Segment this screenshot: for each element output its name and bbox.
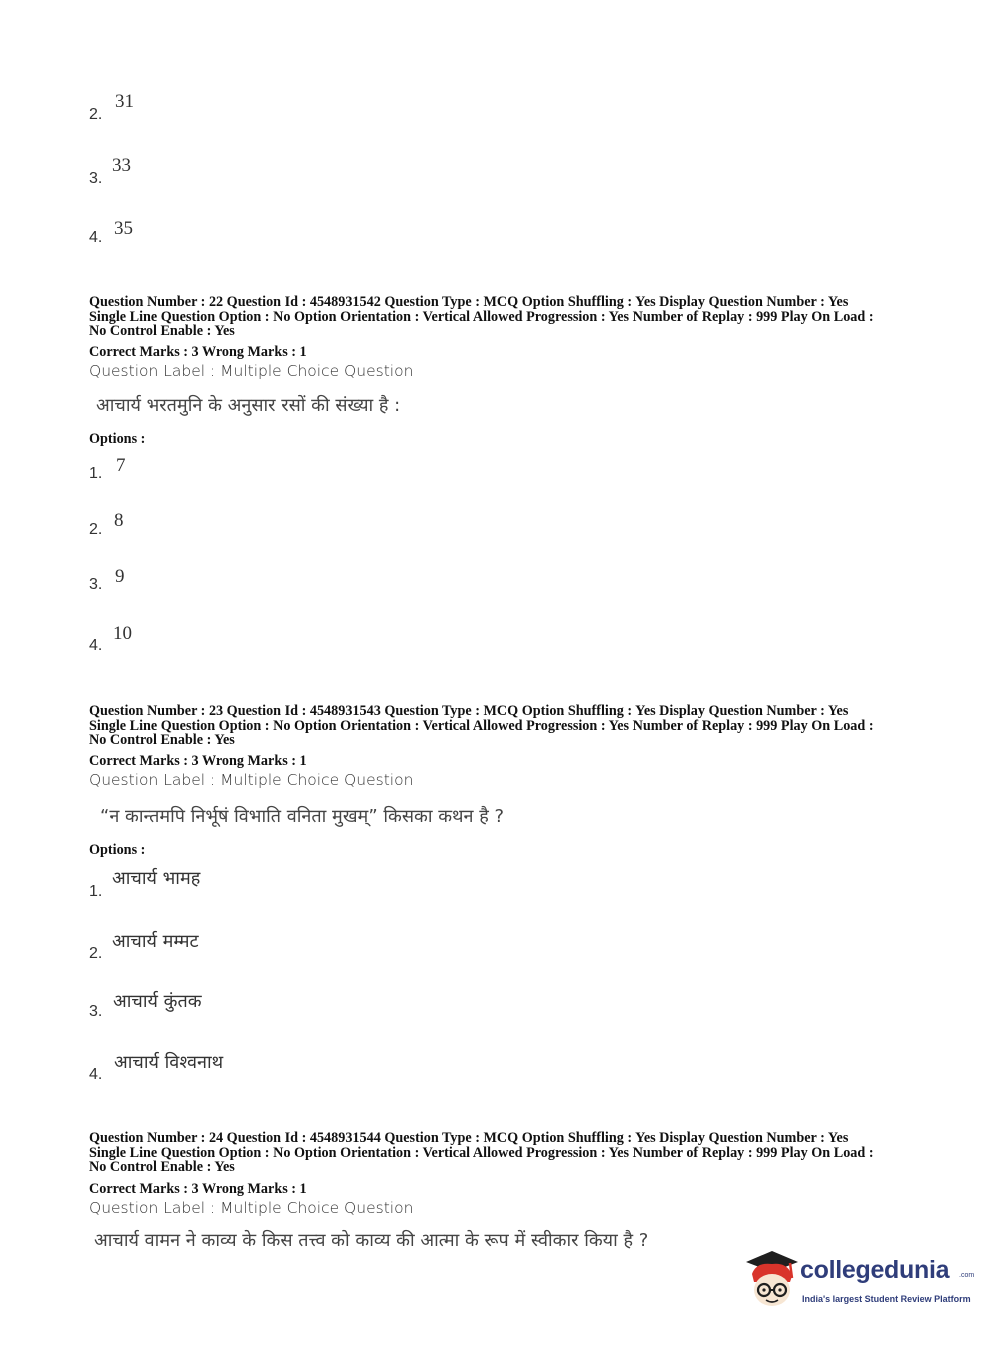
meta-line: Single Line Question Option : No Option Orientation : Vertical Allowed Progression : Yes Number of Replay : 999 Play On Load : (89, 1144, 874, 1161)
option-number: 3. (89, 170, 103, 187)
question-text: “न कान्तमपि निर्भूषं विभाति वनिता मुखम्” किसका कथन है ? (100, 806, 505, 827)
option-number: 4. (89, 637, 103, 654)
question-text: आचार्य वामन ने काव्य के किस तत्त्व को काव्य की आत्मा के रूप में स्वीकार किया है ? (94, 1230, 649, 1251)
meta-line: Single Line Question Option : No Option Orientation : Vertical Allowed Progression : Yes Number of Replay : 999 Play On Load : (89, 717, 874, 734)
logo-tagline: India's largest Student Review Platform (802, 1294, 971, 1304)
question-label: Question Label : Multiple Choice Question (89, 362, 414, 380)
option-number: 2. (89, 945, 103, 962)
logo-suffix: .com (959, 1272, 975, 1279)
option-number: 1. (89, 465, 103, 482)
meta-line: No Control Enable : Yes (89, 323, 235, 339)
question-marks: Correct Marks : 3 Wrong Marks : 1 (89, 344, 307, 360)
option-value: 8 (114, 510, 124, 531)
option-number: 2. (89, 521, 103, 538)
question-meta (89, 295, 919, 339)
meta-line: Question Number : 22 Question Id : 4548931542 Question Type : MCQ Option Shuffling : Yes Display Question Number : Yes (89, 294, 849, 310)
option-value: आचार्य मम्मट (112, 931, 199, 952)
option-number: 4. (89, 229, 103, 246)
question-marks: Correct Marks : 3 Wrong Marks : 1 (89, 1181, 307, 1197)
question-label: Question Label : Multiple Choice Question (89, 771, 414, 789)
option-number: 2. (89, 106, 103, 123)
meta-line: Question Number : 24 Question Id : 4548931544 Question Type : MCQ Option Shuffling : Yes Display Question Number : Yes (89, 1130, 849, 1146)
meta-line: Single Line Question Option : No Option Orientation : Vertical Allowed Progression : Yes Number of Replay : 999 Play On Load : (89, 308, 874, 325)
meta-line: Question Number : 23 Question Id : 4548931543 Question Type : MCQ Option Shuffling : Yes Display Question Number : Yes (89, 703, 849, 719)
option-value: 31 (115, 91, 134, 112)
question-label: Question Label : Multiple Choice Question (89, 1199, 414, 1217)
option-number: 3. (89, 576, 103, 593)
collegedunia-logo (742, 1248, 975, 1318)
option-value: 7 (116, 455, 126, 476)
options-heading: Options : (89, 842, 146, 858)
option-value: 10 (113, 623, 132, 644)
options-heading: Options : (89, 431, 146, 447)
meta-line: No Control Enable : Yes (89, 1159, 235, 1175)
option-number: 4. (89, 1066, 103, 1083)
mascot-icon (742, 1248, 800, 1310)
option-value: 33 (112, 155, 131, 176)
option-number: 3. (89, 1003, 103, 1020)
option-value: आचार्य भामह (112, 868, 201, 889)
meta-line: No Control Enable : Yes (89, 732, 235, 748)
option-value: 35 (114, 218, 133, 239)
option-value: आचार्य विश्वनाथ (114, 1052, 224, 1073)
question-meta (89, 1131, 919, 1175)
option-value: आचार्य कुंतक (113, 991, 202, 1012)
option-value: 9 (115, 566, 125, 587)
question-marks: Correct Marks : 3 Wrong Marks : 1 (89, 753, 307, 769)
question-meta (89, 704, 919, 748)
question-text: आचार्य भरतमुनि के अनुसार रसों की संख्या है : (96, 395, 401, 416)
logo-wordmark: collegedunia (800, 1256, 950, 1284)
option-number: 1. (89, 883, 103, 900)
